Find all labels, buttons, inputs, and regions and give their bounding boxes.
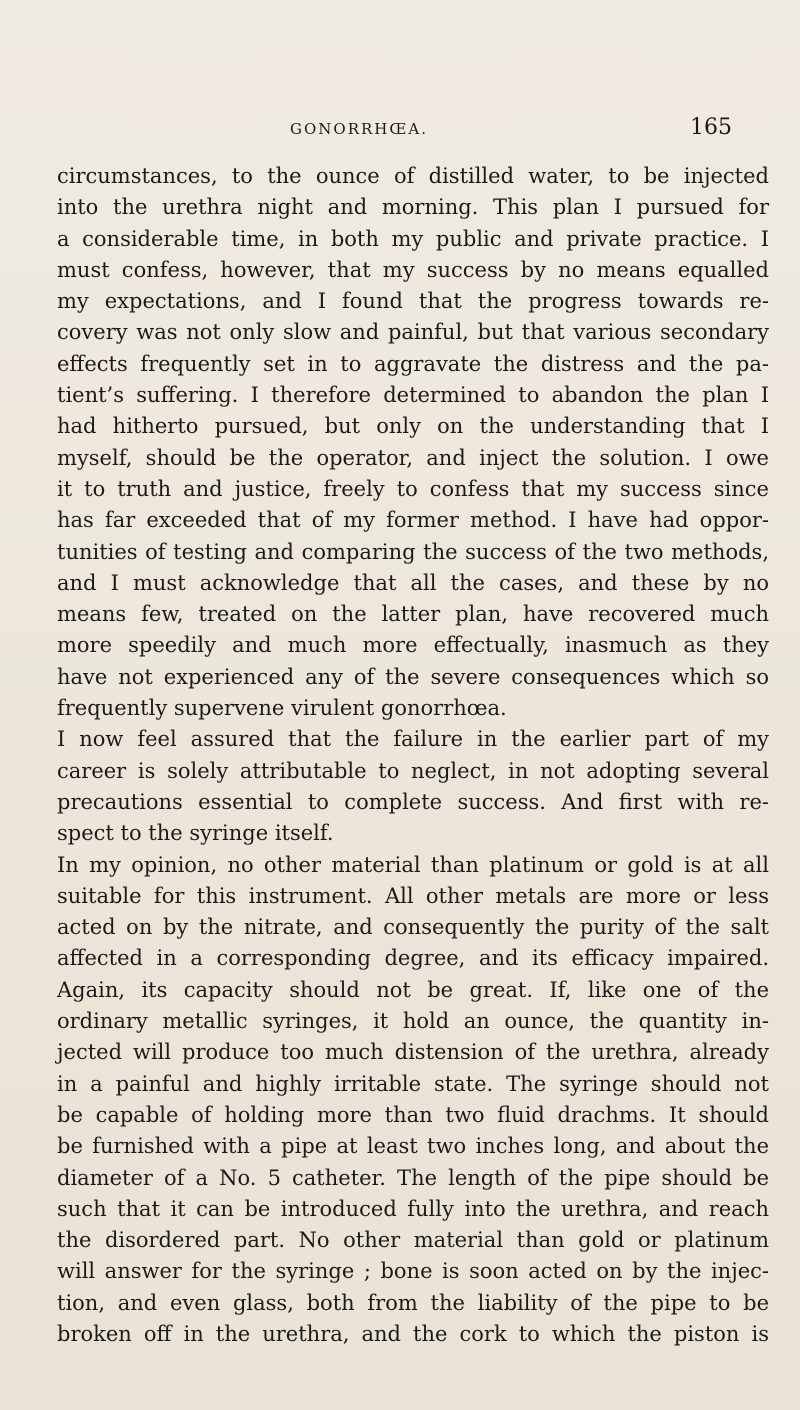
text-line: tunities of testing and comparing the success of the two methods, [57, 539, 769, 564]
text-line: Again, its capacity should not be great. If, like one of the [57, 977, 769, 1002]
text-line: had hitherto pursued, but only on the understanding that I [57, 414, 769, 439]
text-line: tion, and even glass, both from the liability of the pipe to be [57, 1290, 769, 1315]
body-text [57, 161, 769, 1350]
text-line: affected in a corresponding degree, and its efficacy impaired. [57, 946, 769, 971]
text-line: broken off in the urethra, and the cork to which the piston is [57, 1321, 769, 1346]
page-number: 165 [690, 115, 732, 140]
text-line: such that it can be introduced fully into the urethra, and reach [57, 1196, 769, 1221]
text-line: it to truth and justice, freely to confess that my success since [57, 476, 769, 501]
text-line: circumstances, to the ounce of distilled water, to be injected [57, 164, 769, 188]
text-line: frequently supervene virulent gonorrhœa. [57, 696, 507, 721]
text-line: myself, should be the operator, and inject the solution. I owe [57, 445, 769, 470]
text-line: diameter of a No. 5 catheter. The length of the pipe should be [57, 1165, 769, 1190]
text-line: be capable of holding more than two fluid drachms. It should [57, 1102, 769, 1127]
text-line: a considerable time, in both my public and private practice. I [57, 226, 769, 251]
text-line: ordinary metallic syringes, it hold an ounce, the quantity in- [57, 1009, 769, 1034]
text-line: spect to the syringe itself. [57, 821, 334, 846]
text-line: be furnished with a pipe at least two inches long, and about the [57, 1134, 769, 1159]
text-line: in a painful and highly irritable state. The syringe should not [57, 1071, 769, 1096]
text-line: my expectations, and I found that the progress towards re- [57, 289, 769, 314]
text-line: have not experienced any of the severe consequences which so [57, 664, 769, 689]
text-line: has far exceeded that of my former method. I have had oppor- [57, 508, 769, 533]
text-line: precautions essential to complete success. And first with re- [57, 789, 769, 814]
text-line: career is solely attributable to neglect, in not adopting several [57, 758, 769, 783]
text-line: into the urethra night and morning. This plan I pursued for [57, 195, 769, 220]
text-line: effects frequently set in to aggravate the distress and the pa- [57, 351, 769, 376]
running-head [0, 117, 800, 141]
text-line: covery was not only slow and painful, but that various secondary [57, 320, 769, 345]
text-line: must confess, however, that my success by no means equalled [57, 257, 769, 282]
text-line: means few, treated on the latter plan, have recovered much [57, 602, 769, 627]
running-title: GONORRHŒA. [290, 120, 429, 138]
text-line: jected will produce too much distension of the urethra, already [57, 1040, 769, 1065]
text-line: tient’s suffering. I therefore determined to abandon the plan I [57, 383, 769, 408]
text-line: and I must acknowledge that all the cases, and these by no [57, 570, 769, 595]
text-line: the disordered part. No other material than gold or platinum [57, 1228, 769, 1253]
text-line: I now feel assured that the failure in the earlier part of my [57, 727, 769, 752]
text-line: more speedily and much more effectually, inasmuch as they [57, 633, 769, 658]
text-line: In my opinion, no other material than platinum or gold is at all [57, 852, 769, 877]
text-line: will answer for the syringe ; bone is soon acted on by the injec- [57, 1259, 769, 1284]
text-line: suitable for this instrument. All other metals are more or less [57, 883, 769, 908]
text-line: acted on by the nitrate, and consequently the purity of the salt [57, 915, 769, 940]
